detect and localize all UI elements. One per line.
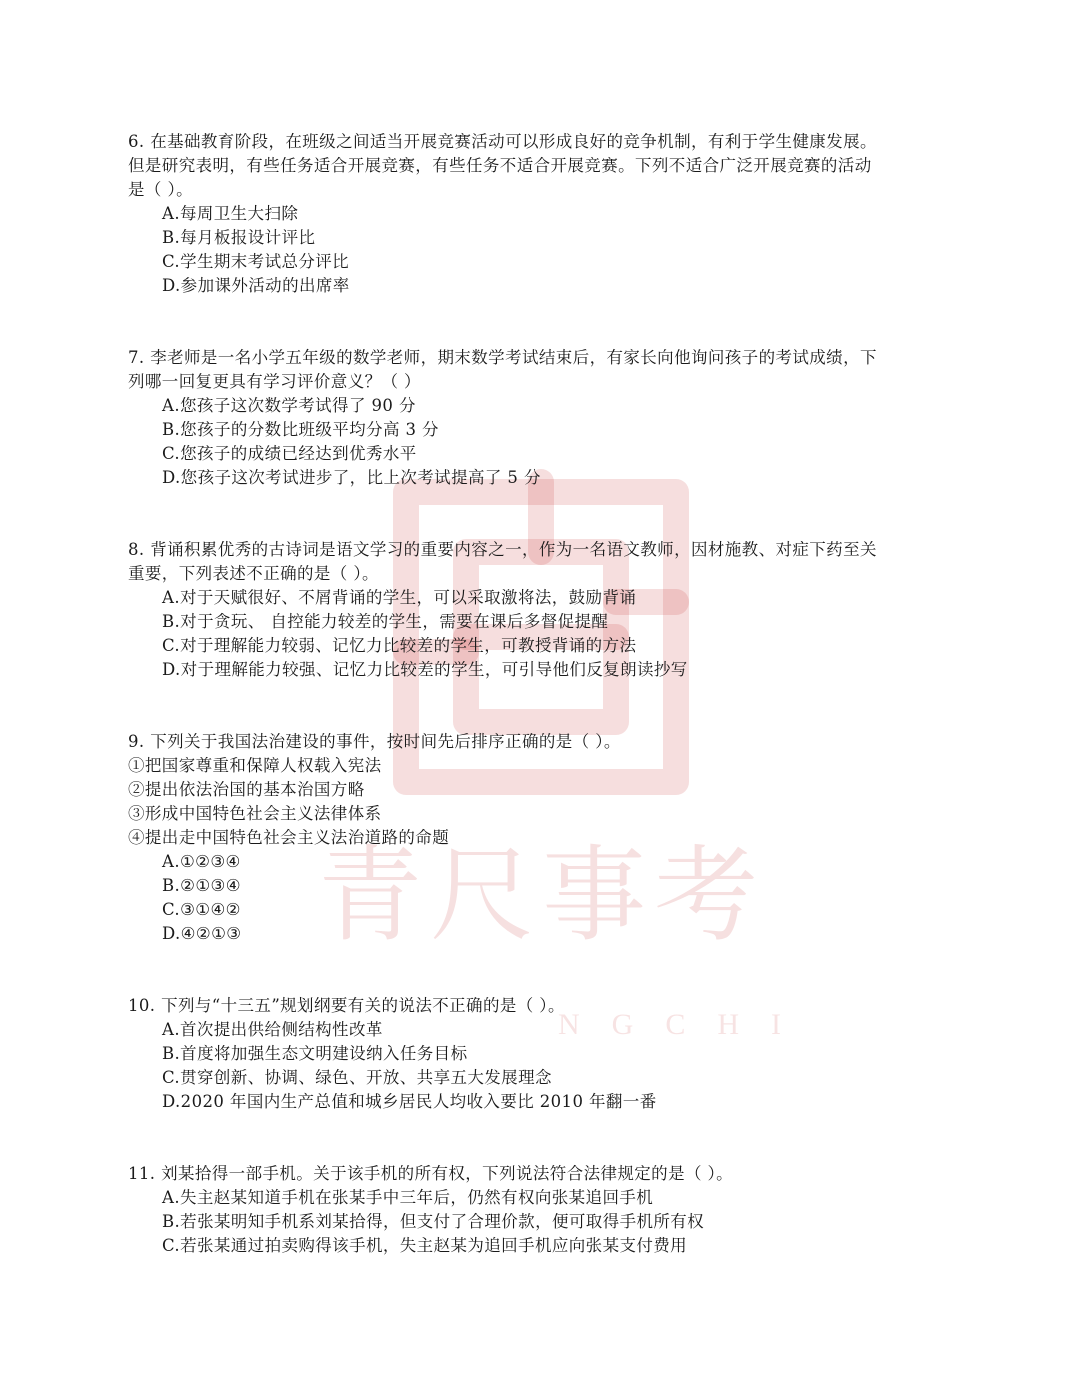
question-stem-line: 是（ ）。: [128, 180, 193, 199]
option-c: C.③①④②: [162, 900, 241, 919]
option-c: C.您孩子的成绩已经达到优秀水平: [162, 444, 417, 463]
option-a: A.您孩子这次数学考试得了 90 分: [162, 396, 416, 415]
question-stem-line: 10. 下列与“十三五”规划纲要有关的说法不正确的是（ ）。: [128, 996, 565, 1015]
option-a: A.对于天赋很好、不屑背诵的学生，可以采取激将法，鼓励背诵: [162, 588, 637, 607]
option-d: D.④②①③: [162, 924, 242, 943]
option-b: B.②①③④: [162, 876, 241, 895]
option-b: B.您孩子的分数比班级平均分高 3 分: [162, 420, 439, 439]
option-d: D.2020 年国内生产总值和城乡居民人均收入要比 2010 年翻一番: [162, 1092, 657, 1111]
option-a: A.每周卫生大扫除: [162, 204, 299, 223]
question-stem-line: 8. 背诵积累优秀的古诗词是语文学习的重要内容之一，作为一名语文教师，因材施教、对症下药至关: [128, 540, 877, 559]
option-c: C.贯穿创新、协调、绿色、开放、共享五大发展理念: [162, 1068, 552, 1087]
option-c: C.若张某通过拍卖购得该手机，失主赵某为追回手机应向张某支付费用: [162, 1236, 688, 1255]
option-a: A.失主赵某知道手机在张某手中三年后，仍然有权向张某追回手机: [162, 1188, 654, 1207]
option-d: D.您孩子这次考试进步了，比上次考试提高了 5 分: [162, 468, 541, 487]
question-stem-line: 重要，下列表述不正确的是（ ）。: [128, 564, 379, 583]
option-d: D.参加课外活动的出席率: [162, 276, 350, 295]
option-a: A.①②③④: [162, 852, 241, 871]
question-stem-line: 11. 刘某拾得一部手机。关于该手机的所有权，下列说法符合法律规定的是（ ）。: [128, 1164, 734, 1183]
option-b: B.对于贪玩、 自控能力较差的学生，需要在课后多督促提醒: [162, 612, 609, 631]
option-b: B.首度将加强生态文明建设纳入任务目标: [162, 1044, 468, 1063]
watermark-text: 青尺事考: [318, 834, 767, 956]
question-stem-line: 9. 下列关于我国法治建设的事件，按时间先后排序正确的是（ ）。: [128, 732, 621, 751]
option-d: D.对于理解能力较强、记忆力比较差的学生，可引导他们反复朗读抄写: [162, 660, 688, 679]
watermark-subtext: NGCHI: [558, 1008, 813, 1041]
option-b: B.每月板报设计评比: [162, 228, 316, 247]
option-a: A.首次提出供给侧结构性改革: [162, 1020, 383, 1039]
question-stem-line: 6. 在基础教育阶段，在班级之间适当开展竞赛活动可以形成良好的竞争机制，有利于学生健康发展。: [128, 132, 877, 151]
question-stem-line: 但是研究表明，有些任务适合开展竞赛，有些任务不适合开展竞赛。下列不适合广泛开展竞赛的活动: [128, 156, 872, 175]
question-stem-line: 列哪一回复更具有学习评价意义？（ ）: [128, 372, 421, 391]
option-b: B.若张某明知手机系刘某拾得，但支付了合理价款，便可取得手机所有权: [162, 1212, 705, 1231]
option-c: C.学生期末考试总分评比: [162, 252, 350, 271]
question-stem-line: ①把国家尊重和保障人权载入宪法: [128, 756, 382, 775]
question-stem-line: 7. 李老师是一名小学五年级的数学老师，期末数学考试结束后，有家长向他询问孩子的考试成绩，下: [128, 348, 877, 367]
question-stem-line: ②提出依法治国的基本治国方略: [128, 780, 365, 799]
question-stem-line: ④提出走中国特色社会主义法治道路的命题: [128, 828, 450, 847]
option-c: C.对于理解能力较弱、记忆力比较差的学生，可教授背诵的方法: [162, 636, 637, 655]
question-stem-line: ③形成中国特色社会主义法律体系: [128, 804, 382, 823]
